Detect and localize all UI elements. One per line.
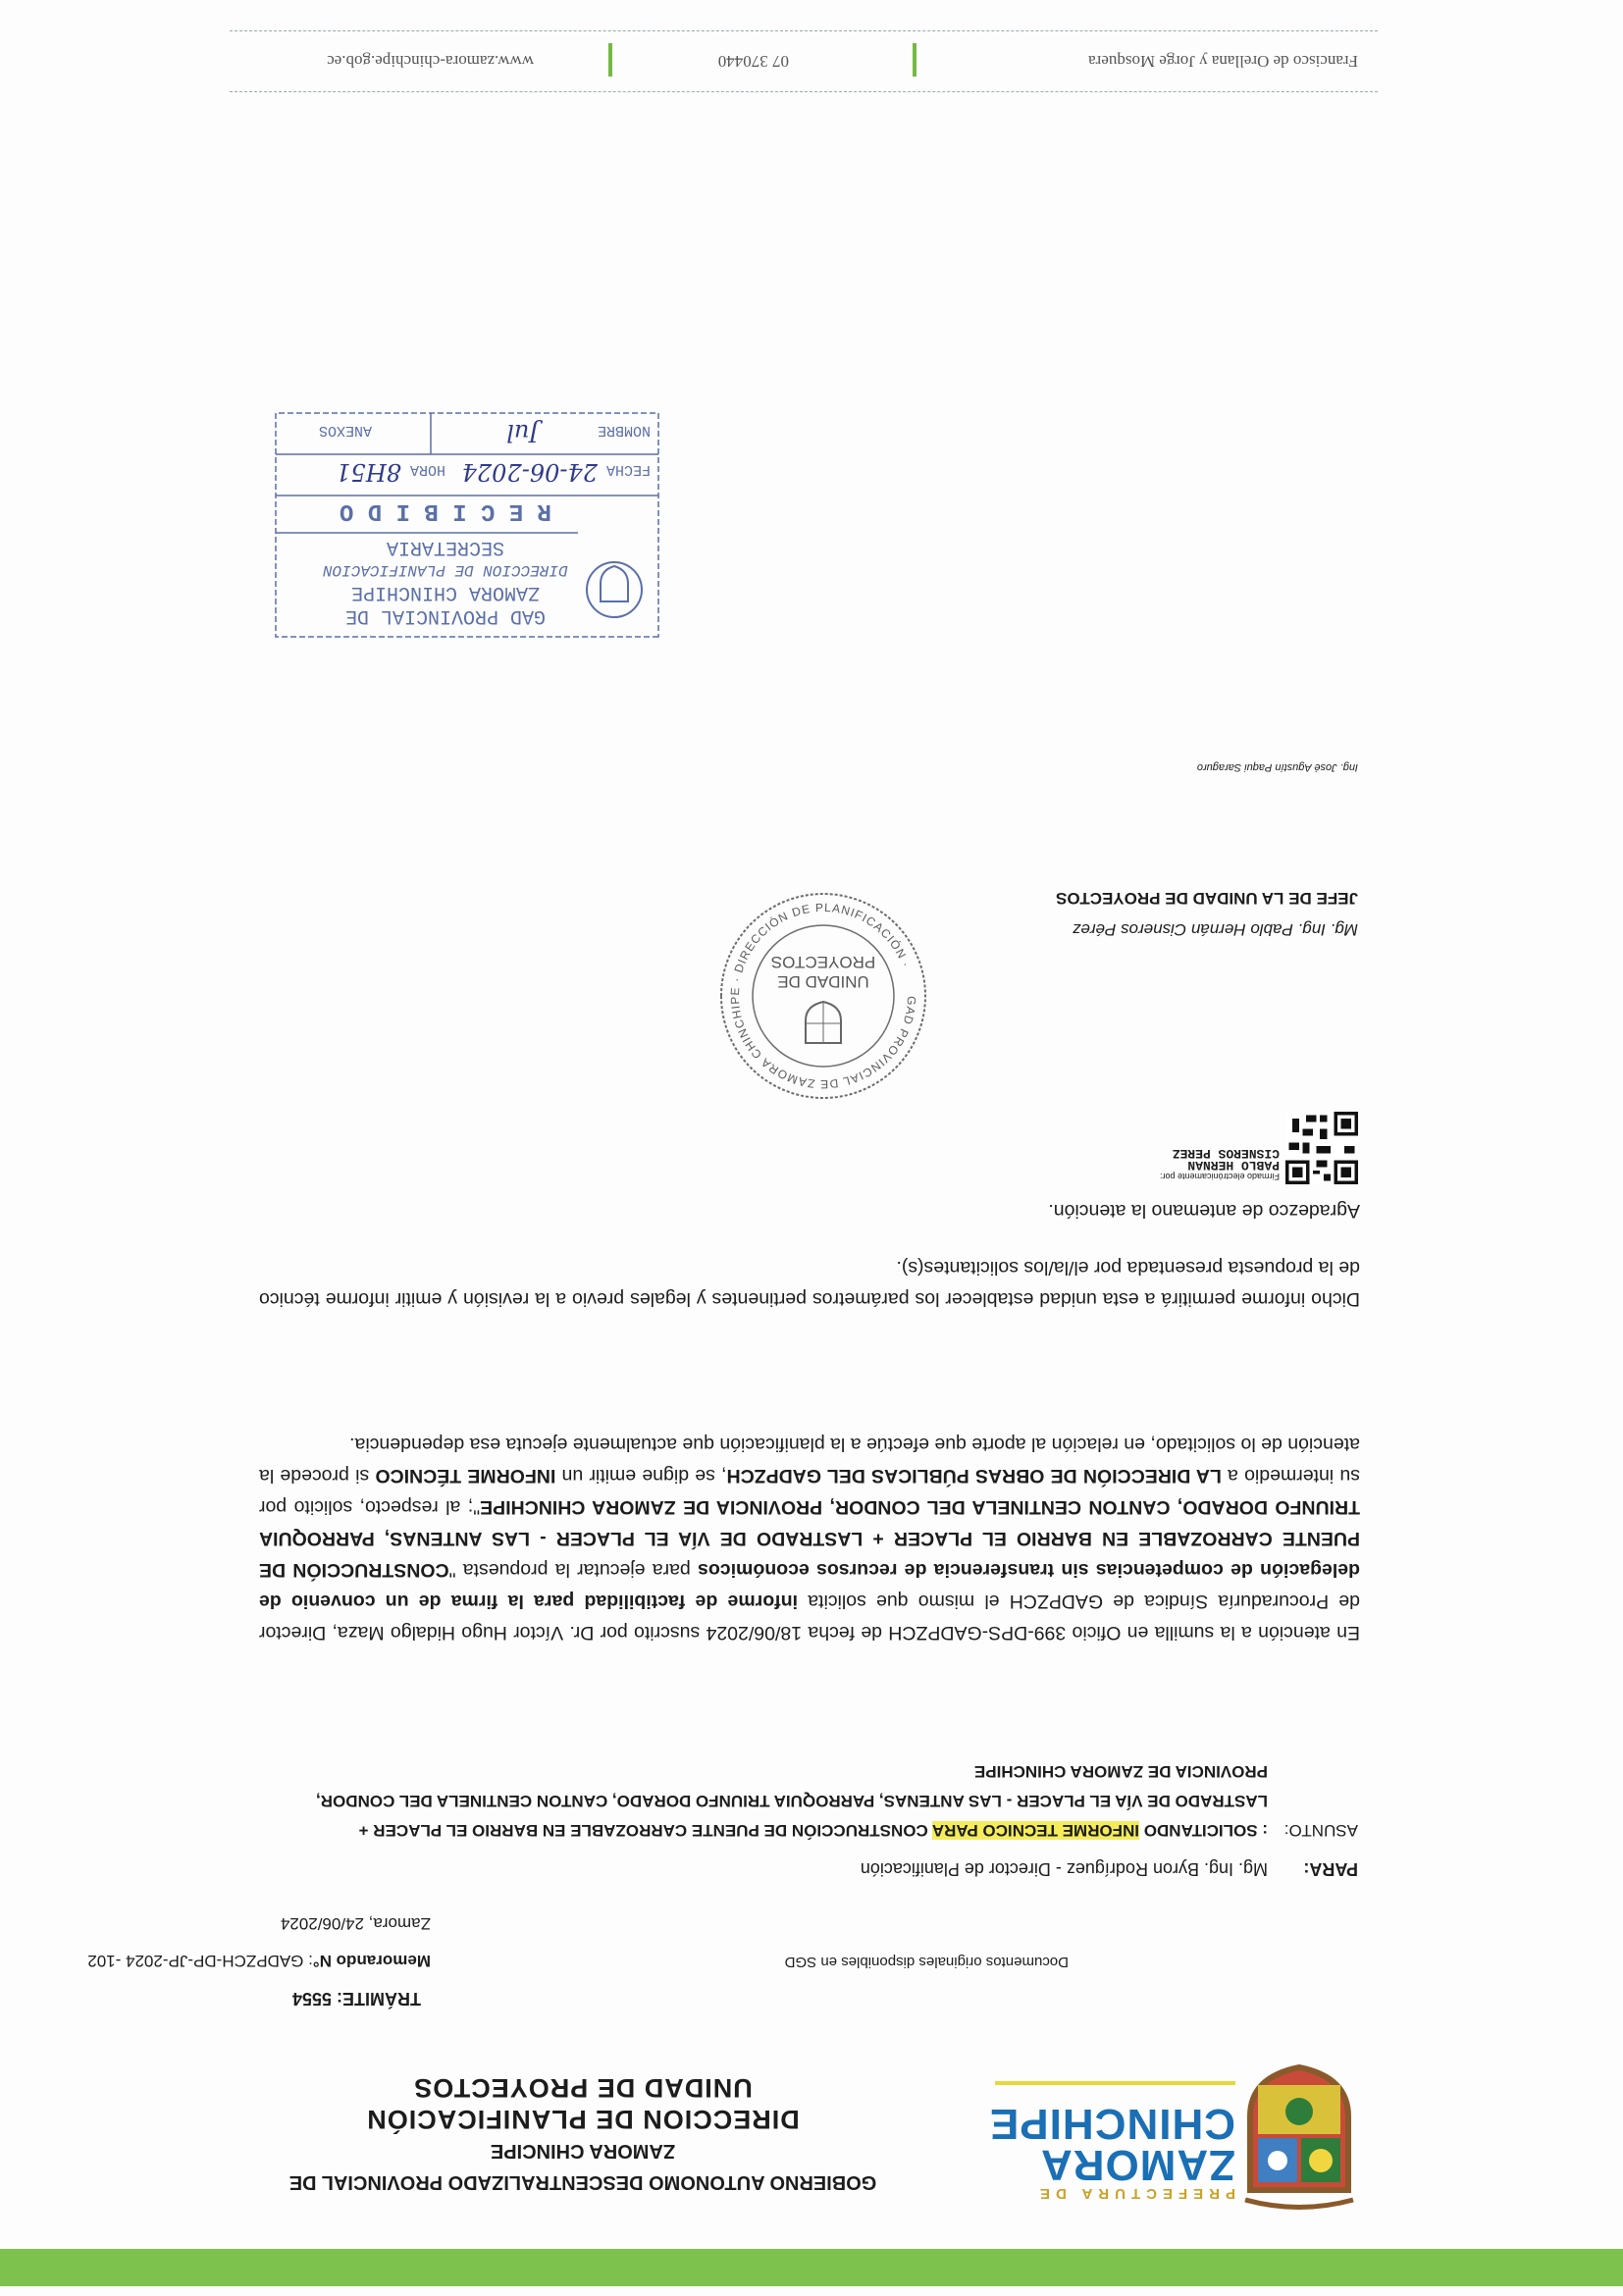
seal-inner-line-1: UNIDAD DE (777, 972, 869, 991)
footer-rule-bottom (230, 29, 1378, 31)
footer-address: Francisco de Orellana y Jorge Mosquera (1088, 52, 1358, 71)
p1-text-g: , se digne emitir un (555, 1465, 727, 1487)
received-stamp (269, 407, 666, 643)
memo-value: : GADPZCH-DP-JP-2024 -102 (87, 1952, 313, 1970)
asunto-highlight: INFORME TECNICO PARA (932, 1821, 1140, 1840)
stamp-fecha-value: 24-06-2024 (461, 458, 598, 486)
institution-header (92, 2072, 1073, 2198)
docs-note: Documentos originales disponibles en SGD (784, 1954, 1069, 1970)
stamp-anexos-label: ANEXOS (318, 422, 372, 439)
electronic-signature (1024, 1147, 1280, 1182)
footer-separator (608, 43, 612, 77)
asunto-prefix: : SOLICITANDO (1139, 1821, 1268, 1840)
coat-of-arms-logo (1240, 2062, 1358, 2210)
institution-line-4: UNIDAD DE PROYECTOS (413, 2073, 753, 2103)
stamp-line-4: SECRETARIA (386, 536, 505, 558)
institution-line-1: GOBIERNO AUTONOMO DESCENTRALIZADO PROVINCIAL DE (288, 2171, 877, 2193)
footer-phone: 07 370440 (717, 52, 789, 71)
stamp-recibido: R E C I B I D O (339, 497, 552, 524)
prepared-by: Ing. José Agustín Paqui Saraguro (1196, 761, 1358, 773)
sig-name-line-2: CISNEROS PEREZ (1172, 1146, 1280, 1161)
sig-name-line-1: PABLO HERNAN (1187, 1158, 1280, 1173)
brand-zamora: ZAMORA (1039, 2141, 1235, 2189)
p1-text-c: para ejecutar la propuesta " (448, 1559, 699, 1581)
asunto-rest: CONSTRUCCIÓN DE PUENTE CARROZABLE EN BARRIO EL PLACER + LASTRADO DE VÍA EL PLACER - LAS ANTENAS, PARROQUIA TRIUNFO DORADO, CANTON CENTINELA DEL CONDOR, PROVINCIA DE ZAMORA CHINCHIPE (316, 1762, 1268, 1840)
p1-bold-b: informe de factibilidad para la firma de un convenio de delegación de competencias sin transferencia de recursos económicos (259, 1559, 1360, 1612)
stamp-nombre-value: Jul (506, 419, 539, 446)
stamp-logo-icon (587, 562, 642, 617)
p1-bold-h: INFORME TÉCNICO (375, 1465, 556, 1487)
signer-title: JEFE DE LA UNIDAD DE PROYECTOS (1056, 889, 1358, 908)
stamp-line-3: DIRECCION DE PLANIFICACION (323, 561, 568, 579)
stamp-hora-value: 8H51 (336, 458, 401, 486)
asunto-label: ASUNTO: (1283, 1821, 1358, 1840)
memo-number (87, 1951, 431, 1970)
sig-meta-text: Firmado electrónicamente por: (1159, 1172, 1280, 1181)
footer-website: www.zamora-chinchipe.gob.ec (327, 52, 534, 71)
stamp-fecha-label: FECHA (605, 461, 651, 478)
top-green-bar (0, 2249, 1623, 2286)
body-paragraph-1 (259, 1429, 1360, 1648)
p1-bold-f: LA DIRECCIÓN DE OBRAS PÚBLICAS DEL GADPZCH (726, 1465, 1222, 1487)
body-paragraph-3: Agradezco de antemano la atención. (1048, 1200, 1360, 1222)
institution-line-3: DIRECCION DE PLANIFICACIÓN (366, 2105, 800, 2134)
seal-inner-line-2: PROYECTOS (770, 953, 876, 971)
memo-date: Zamora, 24/06/2024 (280, 1914, 431, 1933)
stamp-hora-label: HORA (409, 461, 445, 478)
brand-prefectura: PREFECTURA DE (1034, 2185, 1235, 2202)
p1-text-a: En atención a la sumilla en Oficio 399-DPS-GADPZCH de fecha 18/06/2024 suscrito por Dr. Víctor Hugo Hidalgo Maza, Director de Procuraduría Síndica de GADPZCH el mismo que solicita (259, 1591, 1360, 1644)
stamp-nombre-label: NOMBRE (597, 422, 651, 439)
tramite-number: TRÁMITE: 5554 (291, 1989, 421, 2009)
seal-outer-text: GAD PROVINCIAL DE ZAMORA CHINCHIPE · DIRECCIÓN DE PLANIFICACIÓN · (727, 900, 919, 1092)
para-value: Mg. Ing. Byron Rodríguez - Director de Planificación (860, 1859, 1268, 1879)
asunto-text (267, 1756, 1268, 1845)
institution-line-2: ZAMORA CHINCIPE (490, 2140, 676, 2162)
footer (230, 41, 1378, 77)
stamp-line-1: GAD PROVINCIAL DE (344, 604, 547, 627)
para-label: PARA: (1303, 1859, 1358, 1879)
asunto-row (259, 1762, 1358, 1845)
footer-separator (913, 43, 916, 77)
qr-code-icon (1285, 1112, 1358, 1184)
memo-label: Memorando N° (312, 1952, 431, 1970)
para-row (861, 1858, 1358, 1879)
body-paragraph-2: Dicho informe permitirá a esta unidad establecer los parámetros pertinentes y legales previo a la revisión y emitir informe técnico de la propuesta presentada por el/la/los solicitantes(s). (259, 1257, 1360, 1310)
svg-text:GAD PROVINCIAL DE ZAMORA CHINC (728, 901, 918, 1091)
p1-bold-d: CONSTRUCCIÓN DE PUENTE CARROZABLE EN BARRIO EL PLACER + LASTRADO DE VÍA EL PLACER - LAS ANTENAS, PARROQUIA TRIUNFO DORADO, CANTON CENTINELA DEL CONDOR, PROVINCIA DE ZAMORA CHINCHIPE (259, 1496, 1360, 1581)
brand-chinchipe: CHINCHIPE (988, 2100, 1235, 2148)
seal-emblem-icon (806, 1002, 841, 1043)
unit-round-seal (715, 888, 931, 1104)
footer-rule-top (230, 90, 1378, 92)
p1-text-e: "; al respecto, solicito por su intermedio a (259, 1465, 1360, 1518)
signer-name: Mg. Ing. Pablo Hernán Cisneros Pérez (1072, 920, 1358, 939)
stamp-line-2: ZAMORA CHINCHIPE (350, 581, 541, 603)
p1-text-i: si procede la atención de lo solicitado, en relación al aporte que efectúe a la planificación que actualmente ejecuta esa dependencia. (259, 1434, 1360, 1487)
